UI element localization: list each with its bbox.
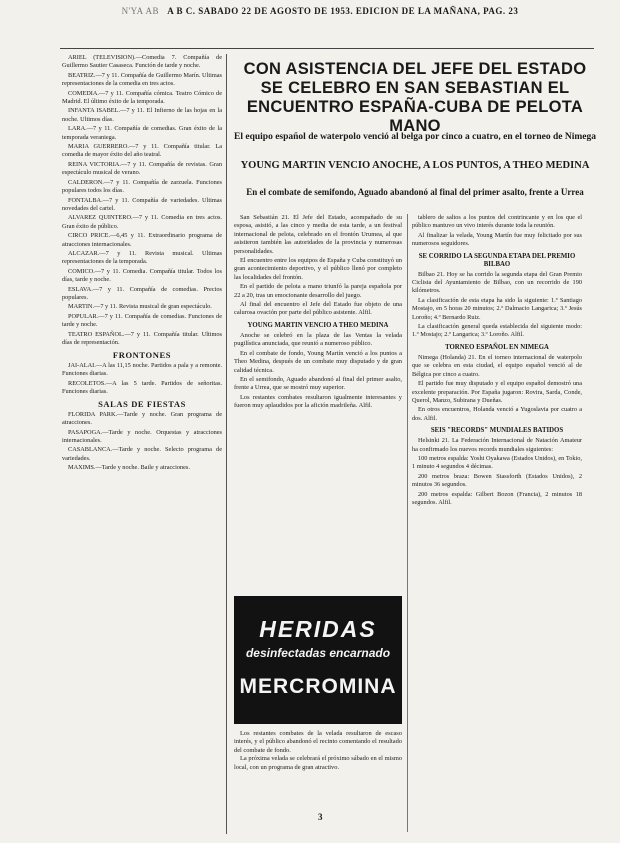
- boxing-section-title: YOUNG MARTIN VENCIO A THEO MEDINA: [247, 321, 389, 329]
- records-section-title: SEIS "RECORDS" MUNDIALES BATIDOS: [430, 427, 564, 435]
- listings-paragraphs: [62, 54, 222, 347]
- paragraph: Los restantes combates resultaron igualmente interesantes y fueron muy aplaudidos por la afición madrileña. Alfil.: [234, 393, 402, 410]
- paragraph: MARIA GUERRERO.—7 y 11. Compañía titular. La comedia de mayor éxito del año teatral.: [62, 143, 222, 159]
- paragraph: FONTALBA.—7 y 11. Compañía de variedades. Ultimas novedades del cartel.: [62, 196, 222, 212]
- paragraph: PASAPOGA.—Tarde y noche. Orquestas y atracciones internacionales.: [62, 428, 222, 445]
- paragraph: COMEDIA.—7 y 11. Compañía cómica. Teatro Cómico de Madrid. El último éxito de la temporada.: [62, 89, 222, 106]
- masthead: [60, 6, 580, 16]
- frontones-paragraphs: [62, 362, 222, 397]
- paragraph: CIRCO PRICE.—6,45 y 11. Extraordinario programa de atracciones internacionales.: [62, 232, 222, 248]
- main-headline: CON ASISTENCIA DEL JEFE DEL ESTADO SE CELEBRO EN SAN SEBASTIAN EL ENCUENTRO ESPAÑA-CUBA DE PELOTA MANO: [243, 60, 587, 135]
- article-column-middle: [234, 214, 402, 589]
- paragraph: Helsinki 21. La Federación Internacional de Natación Amateur ha confirmado los nuevos records mundiales siguientes:: [412, 437, 582, 453]
- paragraph: INFANTA ISABEL.—7 y 11. El Infierno de las hojas en la noche. Ultimos días.: [62, 107, 222, 123]
- salas-title: SALAS DE FIESTAS: [98, 399, 186, 410]
- paragraph: ARIEL (TELEVISION).—Comedia 7. Compañía de Guillermo Sautier Casaseca. Función de tarde y noche.: [62, 54, 222, 70]
- paragraph: RECOLETOS.—A las 5 tarde. Partidos de señoritas. Funciones diarias.: [62, 379, 222, 396]
- paragraph: COMICO.—7 y 11. Comedia. Compañía titular. Todos los días, tarde y noche.: [62, 267, 222, 284]
- paragraph: MARTIN.—7 y 11. Revista musical de gran espectáculo.: [68, 303, 212, 311]
- paragraph: En el semifondo, Aguado abandonó al final del primer asalto, frente a Urrea, que se mostró muy superior.: [234, 375, 402, 392]
- boxing-paragraphs: [234, 332, 402, 411]
- page-folio: 3: [318, 812, 323, 822]
- paragraph: Al final del encuentro el Jefe del Estado fue objeto de una calurosa ovación por parte del público asistente. Alfil.: [234, 301, 402, 317]
- paragraph: Bilbao 21. Hoy se ha corrido la segunda etapa del Gran Premio Ciclista del Ayuntamiento de Bilbao, con un recorrido de 190 kilómetros.: [412, 270, 582, 295]
- listings-column: [62, 54, 222, 834]
- masthead-line: A B C. SABADO 22 DE AGOSTO DE 1953. EDICION DE LA MAÑANA, PAG. 23: [167, 6, 519, 16]
- cycling-paragraphs: [412, 271, 582, 340]
- paragraph: En el partido de pelota a mano triunfó la pareja española por 22 a 20, tras un emocionante desarrollo del juego.: [234, 283, 402, 299]
- right-paragraphs: [412, 214, 582, 249]
- paragraph: CASABLANCA.—Tarde y noche. Selecto programa de variedades.: [62, 446, 222, 462]
- ad-line-tagline: desinfectadas encarnado: [245, 646, 391, 660]
- paragraph: Nimega (Holanda) 21. En el torneo internacional de waterpolo que se celebra en esta ciudad, el equipo español venció al de Bélgica por cinco a cuatro.: [412, 353, 582, 378]
- paragraph: Los restantes combates de la velada resultaron de escaso interés, y el público abandonó el recinto comentando el resultado del combate de fondo.: [234, 730, 402, 754]
- subheadline-boxing: YOUNG MARTIN VENCIO ANOCHE, A LOS PUNTOS, A THEO MEDINA: [240, 160, 590, 171]
- subheadline-waterpolo: El equipo español de waterpolo venció al belga por cinco a cuatro, en el torneo de Nimega: [234, 132, 596, 142]
- column-divider-right: [407, 214, 408, 832]
- paragraph: ALCAZAR.—7 y 11. Revista musical. Ultimas representaciones de la temporada.: [62, 249, 222, 266]
- paragraph: 100 metros espalda: Yoshi Oyakawa (Estados Unidos), en Tokio, 1 minuto 4 segundos 4 décimas.: [412, 454, 582, 471]
- article-column-right: [412, 214, 582, 834]
- paragraph: REINA VICTORIA.—7 y 11. Compañía de revistas. Gran espectáculo musical de verano.: [62, 160, 222, 177]
- paragraph: POPULAR.—7 y 11. Compañía de comedias. Funciones de tarde y noche.: [62, 312, 222, 329]
- ad-line-heridas: HERIDAS: [259, 616, 377, 642]
- salas-paragraphs: [62, 411, 222, 473]
- paragraph: TEATRO ESPAÑOL.—7 y 11. Compañía titular. Ultimos días de representación.: [62, 330, 222, 346]
- ad-line-brand: MERCROMINA: [239, 675, 397, 698]
- paragraph: En el combate de fondo, Young Martín venció a los puntos a Theo Medina, después de un combate muy disputado y de gran calidad técnica.: [234, 349, 402, 374]
- paragraph: LARA.—7 y 11. Compañía de comedias. Gran éxito de la temporada veraniega.: [62, 125, 222, 141]
- mercromina-advertisement: [234, 596, 402, 724]
- paragraph: San Sebastián 21. El Jefe del Estado, acompañado de su esposa, asistió, a las cinco y media de esta tarde, a un festival internacional de pelota, celebrado en el frontón Urumea, al que asistieron también las autoridades de la provincia y numerosas personalidades.: [234, 214, 402, 255]
- subheadline-semifinal: En el combate de semifondo, Aguado abandonó al final del primer asalto, frente a Urrea: [246, 187, 584, 197]
- records-paragraphs: [412, 437, 582, 507]
- paragraph: BEATRIZ.—7 y 11. Compañía de Guillermo Marín. Ultimas representaciones de la comedia en tres actos.: [62, 71, 222, 88]
- paragraph: La clasificación de esta etapa ha sido la siguiente: 1.º Santiago Mostajo, en 5 horas 20 minutos; 2.º Dalmacio Langarica; 3.º Jesús Loroño; 4.º Bernardo Ruiz.: [412, 296, 582, 321]
- paragraph: 200 metros espalda: Gilbert Bozon (Francia), 2 minutos 18 segundos. Alfil.: [412, 490, 582, 506]
- paragraph: Anoche se celebró en la plaza de las Ventas la velada pugilística anunciada, que reunió a numeroso público.: [234, 331, 402, 348]
- column-divider: [226, 54, 227, 834]
- paragraph: tablero de saltos a los puntos del contrincante y en los que el público mantuvo un vivo interés durante toda la reunión.: [412, 214, 582, 230]
- article-paragraphs: [234, 214, 402, 318]
- paragraph: ALVAREZ QUINTERO.—7 y 11. Comedia en tres actos. Gran éxito de público.: [62, 214, 222, 230]
- paragraph: La próxima velada se celebrará el próximo sábado en el mismo local, con un programa de gran atractivo.: [234, 755, 402, 771]
- paragraph: Al finalizar la velada, Young Martín fue muy felicitado por sus numerosos seguidores.: [412, 231, 582, 248]
- paragraph: En otros encuentros, Holanda venció a Yugoslavia por cuatro a dos. Alfil.: [412, 406, 582, 422]
- paragraph: CALDERON.—7 y 11. Compañía de zarzuela. Funciones populares todos los días.: [62, 178, 222, 195]
- top-rule: [60, 48, 594, 49]
- cycling-section-title: SE CORRIDO LA SEGUNDA ETAPA DEL PREMIO BILBAO: [418, 252, 576, 268]
- waterpolo-paragraphs: [412, 354, 582, 423]
- paragraph: 200 metros braza: Bowen Stassforth (Estados Unidos), 2 minutos 36 segundos.: [412, 472, 582, 489]
- paragraph: El partido fue muy disputado y el equipo español demostró una excelente preparación. Por España jugaron: Rovira, Sarda, Conde, Querol, Manzo, Subirana y Dueñas.: [412, 380, 582, 404]
- paragraph: La clasificación general queda establecida del siguiente modo: 1.º Mostajo; 2.º Langarica; 3.º Loroño. Alfil.: [412, 323, 582, 339]
- paragraph: El encuentro entre los equipos de España y Cuba constituyó un gran acontecimiento deportivo, y el público llenó por completo las localidades del frontón.: [234, 257, 402, 281]
- paragraph: JAI-ALAI.—A las 11,15 noche. Partidos a pala y a remonte. Funciones diarias.: [62, 361, 222, 378]
- paragraph: FLORIDA PARK.—Tarde y noche. Gran programa de atracciones.: [62, 410, 222, 427]
- frontones-title: FRONTONES: [112, 350, 172, 361]
- waterpolo-section-title: TORNEO ESPAÑOL EN NIMEGA: [445, 343, 549, 351]
- masthead-bleed-text: N'YA AB: [121, 6, 159, 16]
- paragraph: ESLAVA.—7 y 11. Compañía de comedias. Precios populares.: [62, 285, 222, 301]
- paragraph: MAXIMS.—Tarde y noche. Baile y atracciones.: [68, 464, 190, 472]
- tail-paragraphs: [234, 730, 402, 772]
